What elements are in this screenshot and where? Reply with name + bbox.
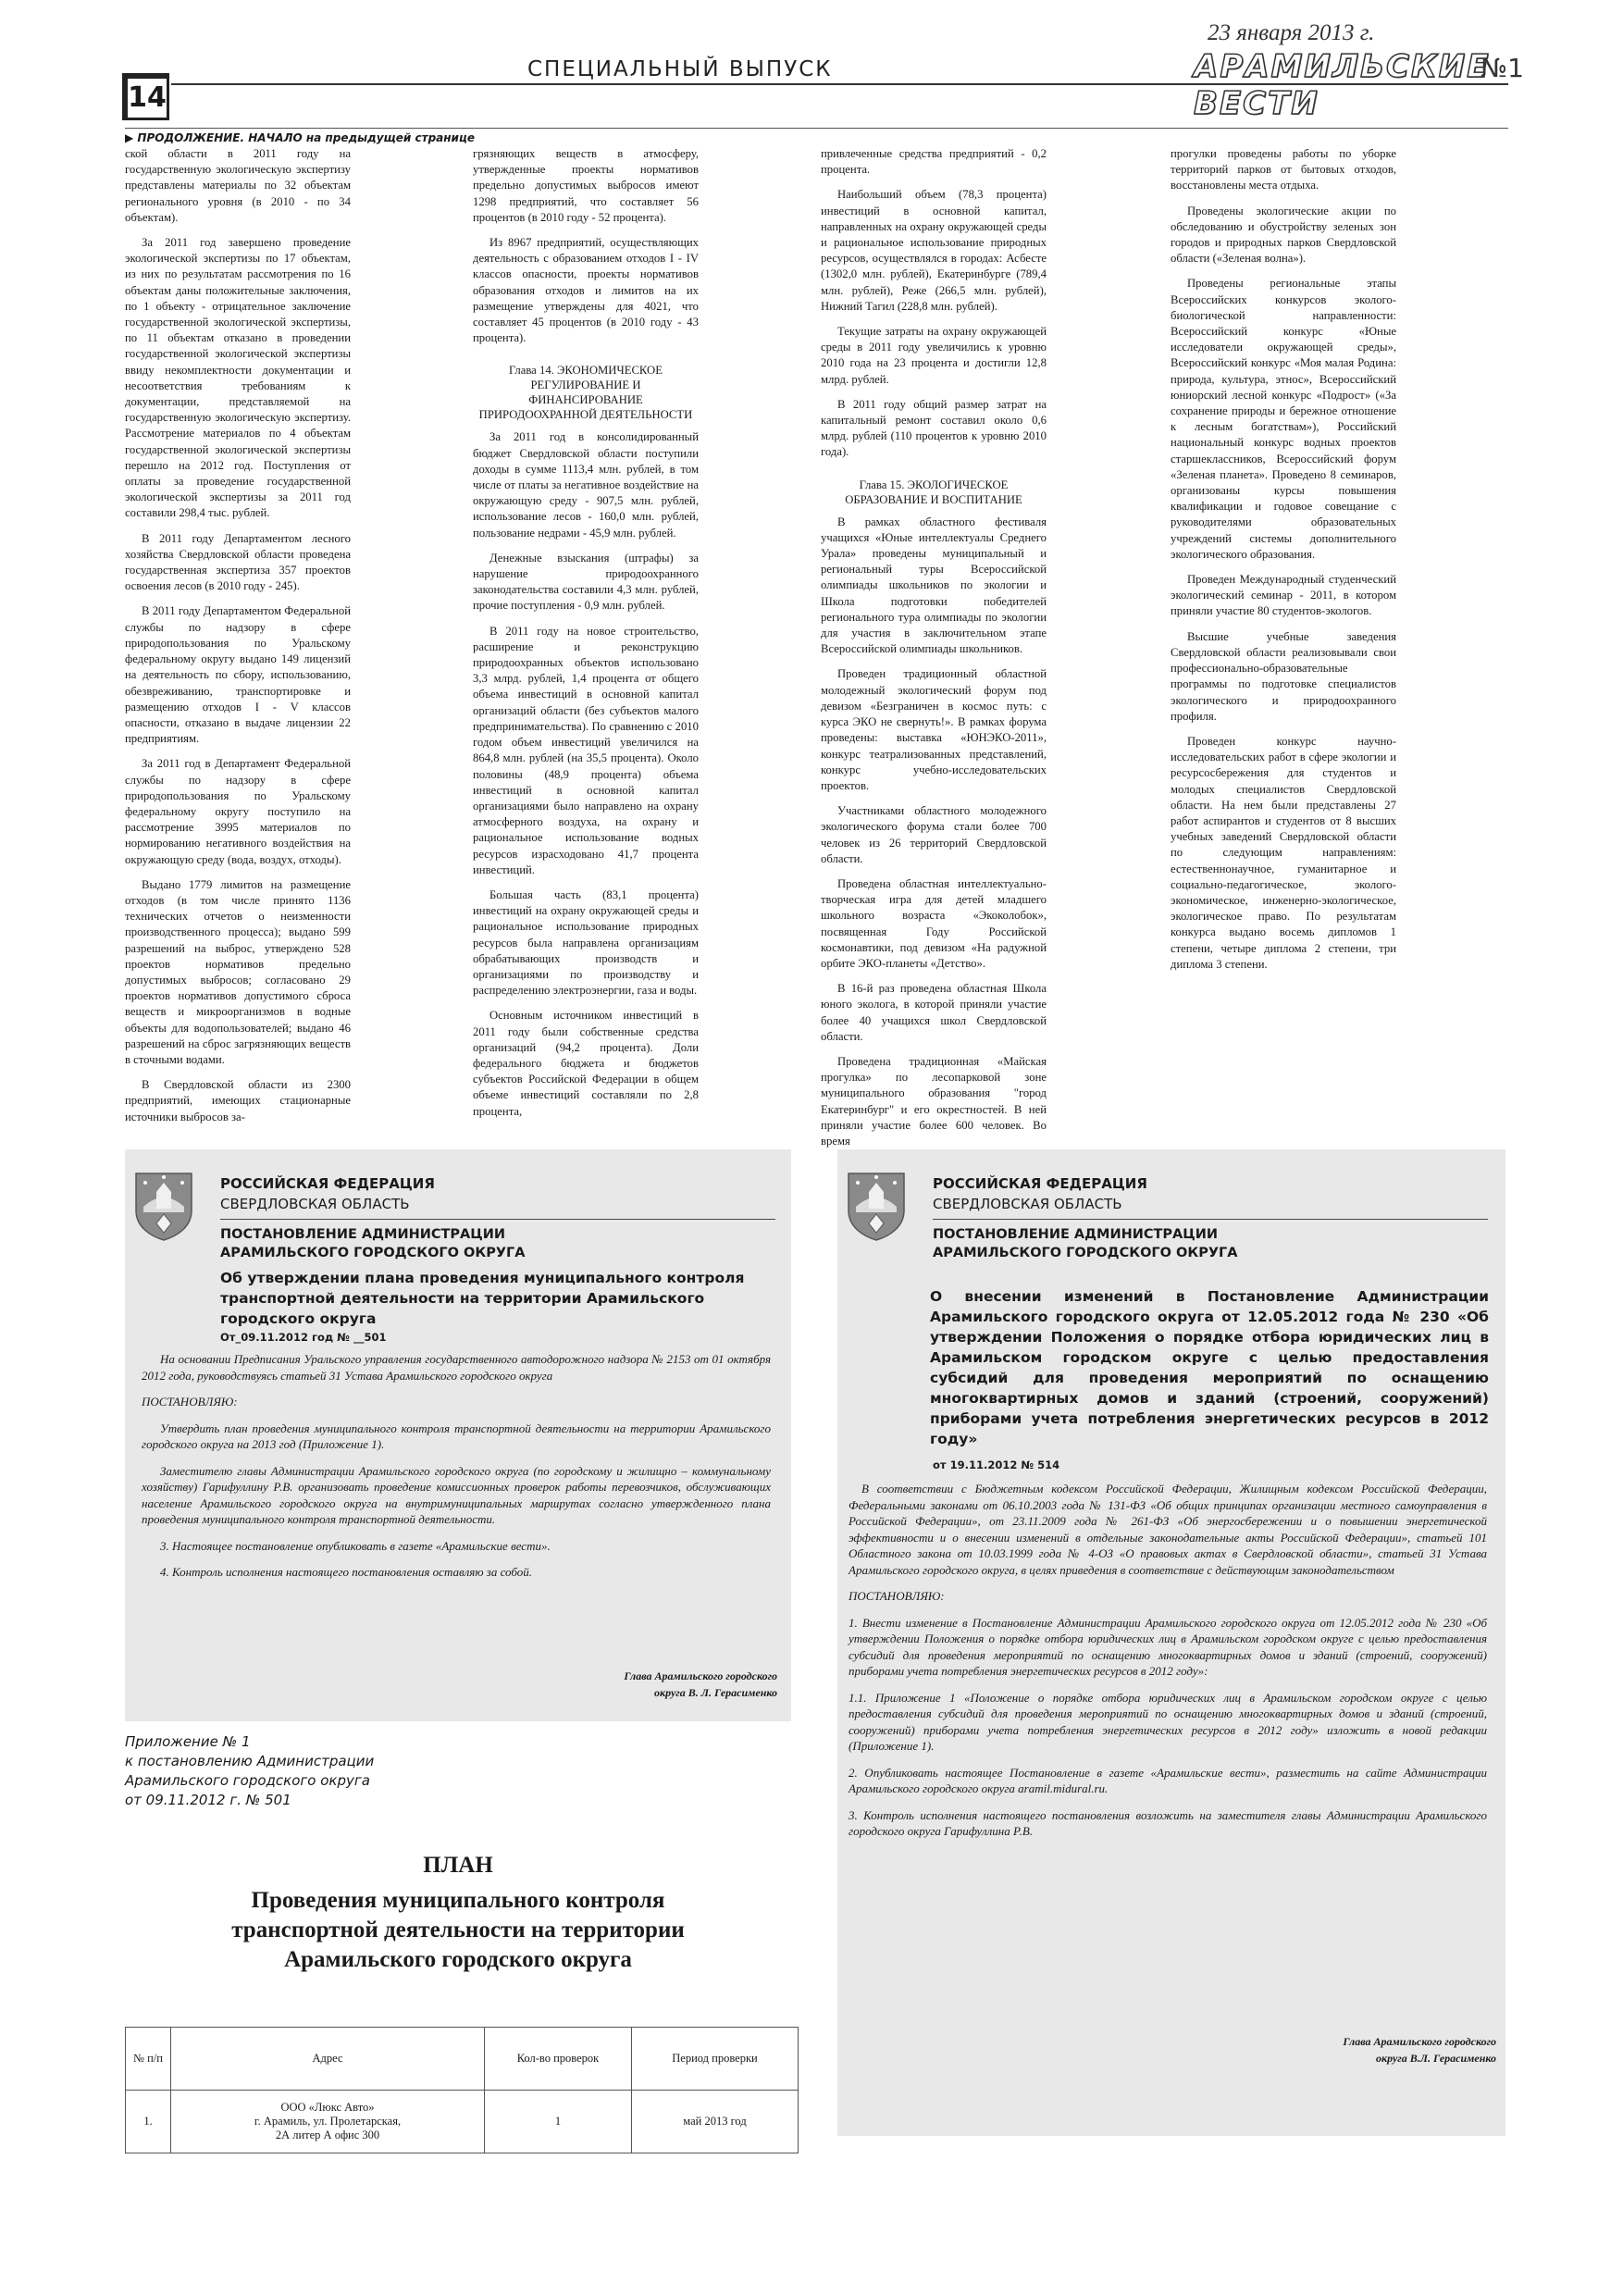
paragraph: За 2011 год в консолидированный бюджет Свердловской области поступили доходы в сумме 1113,4 млн. рублей, в том числе от платы за негативное воздействие на окружающую среду - 907,5 млн. рублей, использование лесов - 160,0 млн. рублей, пользование недрами - 45,9 млн. рублей. <box>473 430 699 540</box>
plan-title: ПЛАН <box>423 1853 493 1878</box>
address-line-2: г. Арамиль, ул. Пролетарская, <box>254 2115 402 2128</box>
paragraph: Участниками областного молодежного экологического форума стали более 700 человек из 26 территорий Свердловской области. <box>821 804 1047 865</box>
decree-preamble: В соответствии с Бюджетным кодексом Российской Федерации, Жилищным кодексом Российской Федерации, Федеральными законами от 06.10.2003 года № 131-ФЗ «Об общих принципах организации местного самоуправления в Российской Федерации», от 23.11.2009 года № 261-ФЗ «Об энергосбережении и о повышении энергетической эффективности и о внесении изменений в отдельные законодательные акты Российской Федерации», статьей 101 Областного закона от 10.03.1999 года № 4-ОЗ «О правовых актах в Свердловской области», статьей 31 Устава Арамильского городского округа, в целях приведения в соответствие с действующим законодательством <box>849 1482 1487 1577</box>
paragraph: В 2011 году общий размер затрат на капитальный ремонт составил около 0,6 млрд. рублей (110 процентов к уровню 2010 года). <box>821 397 1047 459</box>
section-title: СПЕЦИАЛЬНЫЙ ВЫПУСК <box>527 57 833 81</box>
text-column-1 <box>125 146 351 1135</box>
region-label: СВЕРДЛОВСКАЯ ОБЛАСТЬ <box>220 1196 410 1212</box>
decree-issuer: АРАМИЛЬСКОГО ГОРОДСКОГО ОКРУГА <box>933 1246 1238 1260</box>
decree-item-2: Заместителю главы Администрации Арамильского городского округа (по городскому и жилищно – коммунальному хозяйству) Гарифуллину Р.В. организовать проведение комиссионных проверок работы перевозчиков, обслуживающих население Арамильского городского округа на внутримуниципальных маршрутах согласно утвержденного плана проведения муниципального контроля транспортной деятельности. <box>142 1463 771 1526</box>
address-line-1: ООО «Люкс Авто» <box>280 2101 375 2114</box>
decree-preamble: На основании Предписания Уральского управления государственного автодорожного надзора № 2153 от 01 октября 2012 года, руководствуясь статьей 31 Устава Арамильского городского округа <box>142 1352 771 1383</box>
coat-of-arms-icon <box>132 1170 195 1242</box>
decree-item-4: 4. Контроль исполнения настоящего постановления оставляю за собой. <box>160 1565 532 1579</box>
text-column-2 <box>473 146 699 1129</box>
row-period: май 2013 год <box>632 2091 799 2153</box>
table-header-period: Период проверки <box>632 2028 799 2091</box>
table-header-address: Адрес <box>171 2028 485 2091</box>
appendix-line-1: Приложение № 1 <box>125 1733 251 1750</box>
decree-body <box>142 1351 771 1591</box>
paragraph: Высшие учебные заведения Свердловской области реализовывали свои профессионально-образовательные программы по подготовке специалистов экологического и природоохранного профиля. <box>1171 629 1396 723</box>
paragraph: В 16-й раз проведена областная Школа юного эколога, в которой приняли участие более 40 учащихся школ Свердловской области. <box>821 982 1047 1043</box>
table-row <box>126 2091 799 2153</box>
paragraph: В 2011 году Департаментом Федеральной службы по надзору в сфере природопользования по Уральскому федеральному округу выдано 149 лицензий на деятельность по сбору, использованию, обезвреживанию, транспортировке и размещению отходов I - V классов опасности, отказано в выдаче лицензии 22 предприятиям. <box>125 604 351 746</box>
signature-line-2: округа В.Л. Герасименко <box>1376 2052 1496 2065</box>
paragraph: Большая часть (83,1 процента) инвестиций на охрану окружающей среды и рациональное использование природных ресурсов была направлена организациям обрабатывающих производств и организациями по производству и распределению электроэнергии, газа и воды. <box>473 887 699 998</box>
row-number: 1. <box>126 2091 171 2153</box>
decree-type: ПОСТАНОВЛЕНИЕ АДМИНИСТРАЦИИ <box>220 1227 505 1242</box>
decree-number: от 19.11.2012 № 514 <box>933 1458 1060 1471</box>
row-address <box>171 2091 485 2153</box>
appendix-line-3: Арамильского городского округа <box>125 1772 370 1789</box>
chapter-heading: Глава 15. ЭКОЛОГИЧЕСКОЕ ОБРАЗОВАНИЕ И ВОСПИТАНИЕ <box>845 478 1022 506</box>
row-count: 1 <box>485 2091 632 2153</box>
page-number: 14 <box>125 76 169 120</box>
paragraph: грязняющих веществ в атмосферу, утвержденные проекты нормативов предельно допустимых выбросов имеют 1298 предприятий, что составляет 56 процентов (в 2010 году - 52 процента). <box>473 147 699 224</box>
paragraph: В Свердловской области из 2300 предприятий, имеющих стационарные источники выбросов за- <box>125 1078 351 1123</box>
paragraph: прогулки проведены работы по уборке территорий парков от бытовых отходов, восстановлены места отдыха. <box>1171 147 1396 192</box>
decree-resolve: ПОСТАНОВЛЯЮ: <box>142 1395 238 1409</box>
signature-line-1: Глава Арамильского городского <box>1343 2035 1496 2048</box>
paragraph: Проведен конкурс научно-исследовательских работ в сфере экологии и ресурсосбережения для студентов и молодых специалистов Свердловской области. На нем были представлены 27 работ аспирантов и студентов от 8 высших учебных заведений Свердловской области по следующим направлениям: естественнонаучное, гуманитарное и социально-педагогическое, эколого-экономическое, инженерно-экологическое, экологическое право. По результатам конкурса выдано восемь дипломов 1 степени, четыре диплома 2 степени, три диплома 3 степени. <box>1171 734 1396 971</box>
region-label: СВЕРДЛОВСКАЯ ОБЛАСТЬ <box>933 1196 1122 1212</box>
decree-body <box>849 1481 1487 1850</box>
paragraph: Проведен Международный студенческий экологический семинар - 2011, в котором приняли участие 80 студентов-экологов. <box>1171 573 1396 618</box>
paragraph: Из 8967 предприятий, осуществляющих деятельность с образованием отходов I - IV классов опасности, проекты нормативов образования отходов и лимитов на их размещение утверждены для 4021, что составляет 45 процентов (в 2010 году - 43 процента). <box>473 236 699 345</box>
federation-label: РОССИЙСКАЯ ФЕДЕРАЦИЯ <box>220 1175 435 1192</box>
issue-number: №1 <box>1481 53 1524 83</box>
decree-title: Об утверждении плана проведения муниципального контроля транспортной деятельности на территории Арамильского городского округа <box>220 1270 745 1327</box>
decree-signature <box>1343 2033 1496 2066</box>
decree-signature <box>624 1668 777 1701</box>
paragraph: Проведена областная интеллектуально-творческая игра для детей младшего школьного возраста «Экоколобок», посвященная Году Российской космонавтики, под девизом «На радужной орбите ЭКО-планеты «Детство». <box>821 876 1047 970</box>
decree-item-3: 3. Контроль исполнения настоящего постановления возложить на заместителя главы Администрации Арамильского городского округа Гарифуллина Р.В. <box>849 1807 1487 1838</box>
continuation-note: ▶ ПРОДОЛЖЕНИЕ. НАЧАЛО на предыдущей странице <box>125 131 475 144</box>
decree-item-1-1: 1.1. Приложение 1 «Положение о порядке отбора юридических лиц в Арамильском городском округе с целью предоставления субсидий для проведения мероприятий по оснащению многоквартирных домов и зданий (строений, сооружений) приборами учета потребления энергетических ресурсов в 2012 году» изложить в новой редакции (Приложение 1). <box>849 1690 1487 1753</box>
decree-type: ПОСТАНОВЛЕНИЕ АДМИНИСТРАЦИИ <box>933 1227 1218 1242</box>
divider <box>933 1219 1488 1220</box>
appendix-line-2: к постановлению Администрации <box>125 1753 375 1769</box>
decree-item-3: 3. Настоящее постановление опубликовать в газете «Арамильские вести». <box>160 1538 551 1553</box>
header-bottom-rule <box>125 128 1508 129</box>
decree-514-box <box>837 1149 1505 2136</box>
paragraph: Проведены региональные этапы Всероссийских конкурсов эколого-биологической направленности: Всероссийский конкурс «Юные исследователи окружающей среды», Всероссийский конкурс «Моя малая Родина: природа, культура, этнос», Всероссийский юниорский лесной конкурс «Подрост» («За сохранение природы и бережное отношение к лесным богатствам»), Российский национальный конкурс водных проектов старшеклассников, Всероссийский форум «Зеленая планета». Проведено 8 семинаров, организованы курсы повышения квалификации и годовое совещание с руководителями образовательных учреждений системы дополнительного экологического образования. <box>1171 277 1396 561</box>
paragraph: Наибольший объем (78,3 процента) инвестиций в основной капитал, направленных на охрану окружающей среды и рациональное использование природных ресурсов, осуществлялся в городах: Асбесте (1302,0 млн. рублей), Екатеринбурге (789,4 млн. рублей), Реже (266,5 млн. рублей), Нижний Тагил (228,8 млн. рублей). <box>821 188 1047 313</box>
plan-table <box>125 2027 799 2153</box>
table-header-count: Кол-во проверок <box>485 2028 632 2091</box>
coat-of-arms-icon <box>845 1170 908 1242</box>
paragraph: В 2011 году на новое строительство, расширение и реконструкцию природоохранных объектов использовано 3,3 млрд. рублей, 1,4 процента от общего объема инвестиций в основной капитал организаций области (без субъектов малого предпринимательства). По сравнению с 2010 годом объем инвестиций увеличился на 864,8 млн. рублей (на 35,5 процента). Около половины (48,9 процента) объема инвестиций в основной капитал организациями было направлено на охрану атмосферного воздуха, на охрану и рациональное использование водных ресурсов израсходовано 41,7 процента инвестиций. <box>473 624 699 876</box>
decree-501-box <box>125 1149 791 1721</box>
decree-item-2: 2. Опубликовать настоящее Постановление в газете «Арамильские вести», разместить на сайте Администрации Арамильского городского округа aramil.midural.ru. <box>849 1765 1487 1795</box>
appendix-line-4: от 09.11.2012 г. № 501 <box>125 1792 291 1808</box>
text-column-3 <box>821 146 1047 1159</box>
paragraph: Проведены экологические акции по обследованию и обустройству зеленых зон городов и природных парков Свердловской области («Зеленая волна»). <box>1171 204 1396 266</box>
decree-issuer: АРАМИЛЬСКОГО ГОРОДСКОГО ОКРУГА <box>220 1246 526 1260</box>
decree-resolve: ПОСТАНОВЛЯЮ: <box>849 1589 945 1603</box>
paragraph: Текущие затраты на охрану окружающей среды в 2011 году увеличились к уровню 2010 года на 23 процента и достигли 12,8 млрд. рублей. <box>821 325 1047 386</box>
appendix-header <box>125 1732 374 1810</box>
plan-subtitle: Проведения муниципального контроля транспортной деятельности на территории Арамильского городского округа <box>231 1888 685 1972</box>
paragraph: За 2011 год в Департамент Федеральной службы по надзору в сфере природопользования по Уральскому федеральному округу поступило на рассмотрение 3995 материалов по нормированию негативного воздействия на окружающую среду (вода, воздух, отходы). <box>125 757 351 866</box>
signature-line-1: Глава Арамильского городского <box>624 1669 777 1682</box>
federation-label: РОССИЙСКАЯ ФЕДЕРАЦИЯ <box>933 1175 1147 1192</box>
signature-line-2: округа В. Л. Герасименко <box>654 1686 777 1699</box>
issue-date: 23 января 2013 г. <box>1208 20 1375 45</box>
divider <box>220 1219 775 1220</box>
paragraph: ской области в 2011 году на государственную экологическую экспертизу представлены материалы по 32 объектам регионального уровня (в 2010 - по 34 объектам). <box>125 147 351 224</box>
paragraph: В рамках областного фестиваля учащихся «Юные интеллектуалы Среднего Урала» проведены муниципальный и региональный туры Всероссийской олимпиады школьников по экологии и Школа подготовки победителей регионального тура олимпиады по экологии для участия в заключительном этапе Всероссийской олимпиады школьников. <box>821 515 1047 656</box>
chapter-heading: Глава 14. ЭКОНОМИЧЕСКОЕ РЕГУЛИРОВАНИЕ И ФИНАНСИРОВАНИЕ ПРИРОДООХРАННОЙ ДЕЯТЕЛЬНОСТИ <box>478 364 693 422</box>
paragraph: Денежные взыскания (штрафы) за нарушение природоохранного законодательства составили 4,3 млн. рублей, прочие поступления - 0,9 млн. рублей. <box>473 551 699 613</box>
text-column-4 <box>1171 146 1396 982</box>
decree-title: О внесении изменений в Постановление Администрации Арамильского городского округа от 12.05.2012 года № 230 «Об утверждении Положения о порядке отбора юридических лиц в Арамильском городском округе с целью предоставления субсидий для проведения мероприятий по оснащению многоквартирных домов и зданий (строений, сооружений) приборами учета потребления энергетических ресурсов в 2012 году» <box>930 1288 1489 1447</box>
paragraph: Проведена традиционная «Майская прогулка» по лесопарковой зоне муниципального образования "город Екатеринбург" и его окрестностей. В ней приняли участие более 600 человек. Во время <box>821 1054 1047 1148</box>
paragraph: Проведен традиционный областной молодежный экологический форум под девизом «Безграничен в космос путь: с курса ЭКО не свернуть!». В рамках форума проведены: выставка «ЮНЭКО-2011», конкурс театрализованных представлений, конкурс учебно-исследовательских проектов. <box>821 667 1047 792</box>
paragraph: привлеченные средства предприятий - 0,2 процента. <box>821 147 1047 177</box>
table-header-no: № п/п <box>126 2028 171 2091</box>
paragraph: Основным источником инвестиций в 2011 году были собственные средства организаций (94,2 процента). Доли федерального бюджета и бюджетов субъектов Российской Федерации в общем объеме инвестиций составляли по 2,8 процента, <box>473 1009 699 1118</box>
paper-name: АРАМИЛЬСКИЕ ВЕСТИ <box>1194 48 1491 122</box>
paragraph: Выдано 1779 лимитов на размещение отходов (в том числе принято 1136 технических отчетов о неизменности производственного процесса); выдано 599 разрешений на выброс, утверждено 528 проектов нормативов предельно допустимых выбросов; согласовано 29 проектов нормативов допустимого сброса веществ и микроорганизмов в водные объекты для водопользователей; выдано 46 разрешений на сброс загрязняющих веществ в сточными водами. <box>125 877 351 1066</box>
decree-number: От_09.11.2012 год № __501 <box>220 1331 387 1344</box>
decree-item-1: Утвердить план проведения муниципального контроля транспортной деятельности на территории Арамильского городского округа на 2013 год (Приложение 1). <box>142 1421 771 1451</box>
paragraph: За 2011 год завершено проведение экологической экспертизы по 17 объектам, из них по результатам рассмотрения по 16 объектам даны положительные заключения, по 1 объекту - отрицательное заключение государственной экологической экспертизы, по 11 объектам отказано в проведении государственной экологической экспертизы ввиду некомплектности документации и несоответствия требованиям к документации, представляемой на государственную экологическую экспертизу. Рассмотрение материалов по 4 объектам государственной экологической экспертизы перешло на 2012 год. Поступления от оплаты за проведение государственной экологической экспертизы за 2011 год составили 298,4 тыс. рублей. <box>125 236 351 520</box>
paragraph: В 2011 году Департаментом лесного хозяйства Свердловской области проведена государственная экспертиза 357 проектов освоения лесов (в 2010 году - 245). <box>125 531 351 593</box>
address-line-3: 2А литер А офис 300 <box>275 2128 380 2141</box>
decree-item-1: 1. Внести изменение в Постановление Администрации Арамильского городского округа от 12.05.2012 года № 230 «Об утверждении Положения о порядке отбора юридических лиц в Арамильском городском округе с целью предоставления субсидий для проведения мероприятий по оснащению многоквартирных домов и зданий (строений, сооружений) приборами учета потребления энергетических ресурсов в 2012 году»: <box>849 1615 1487 1678</box>
